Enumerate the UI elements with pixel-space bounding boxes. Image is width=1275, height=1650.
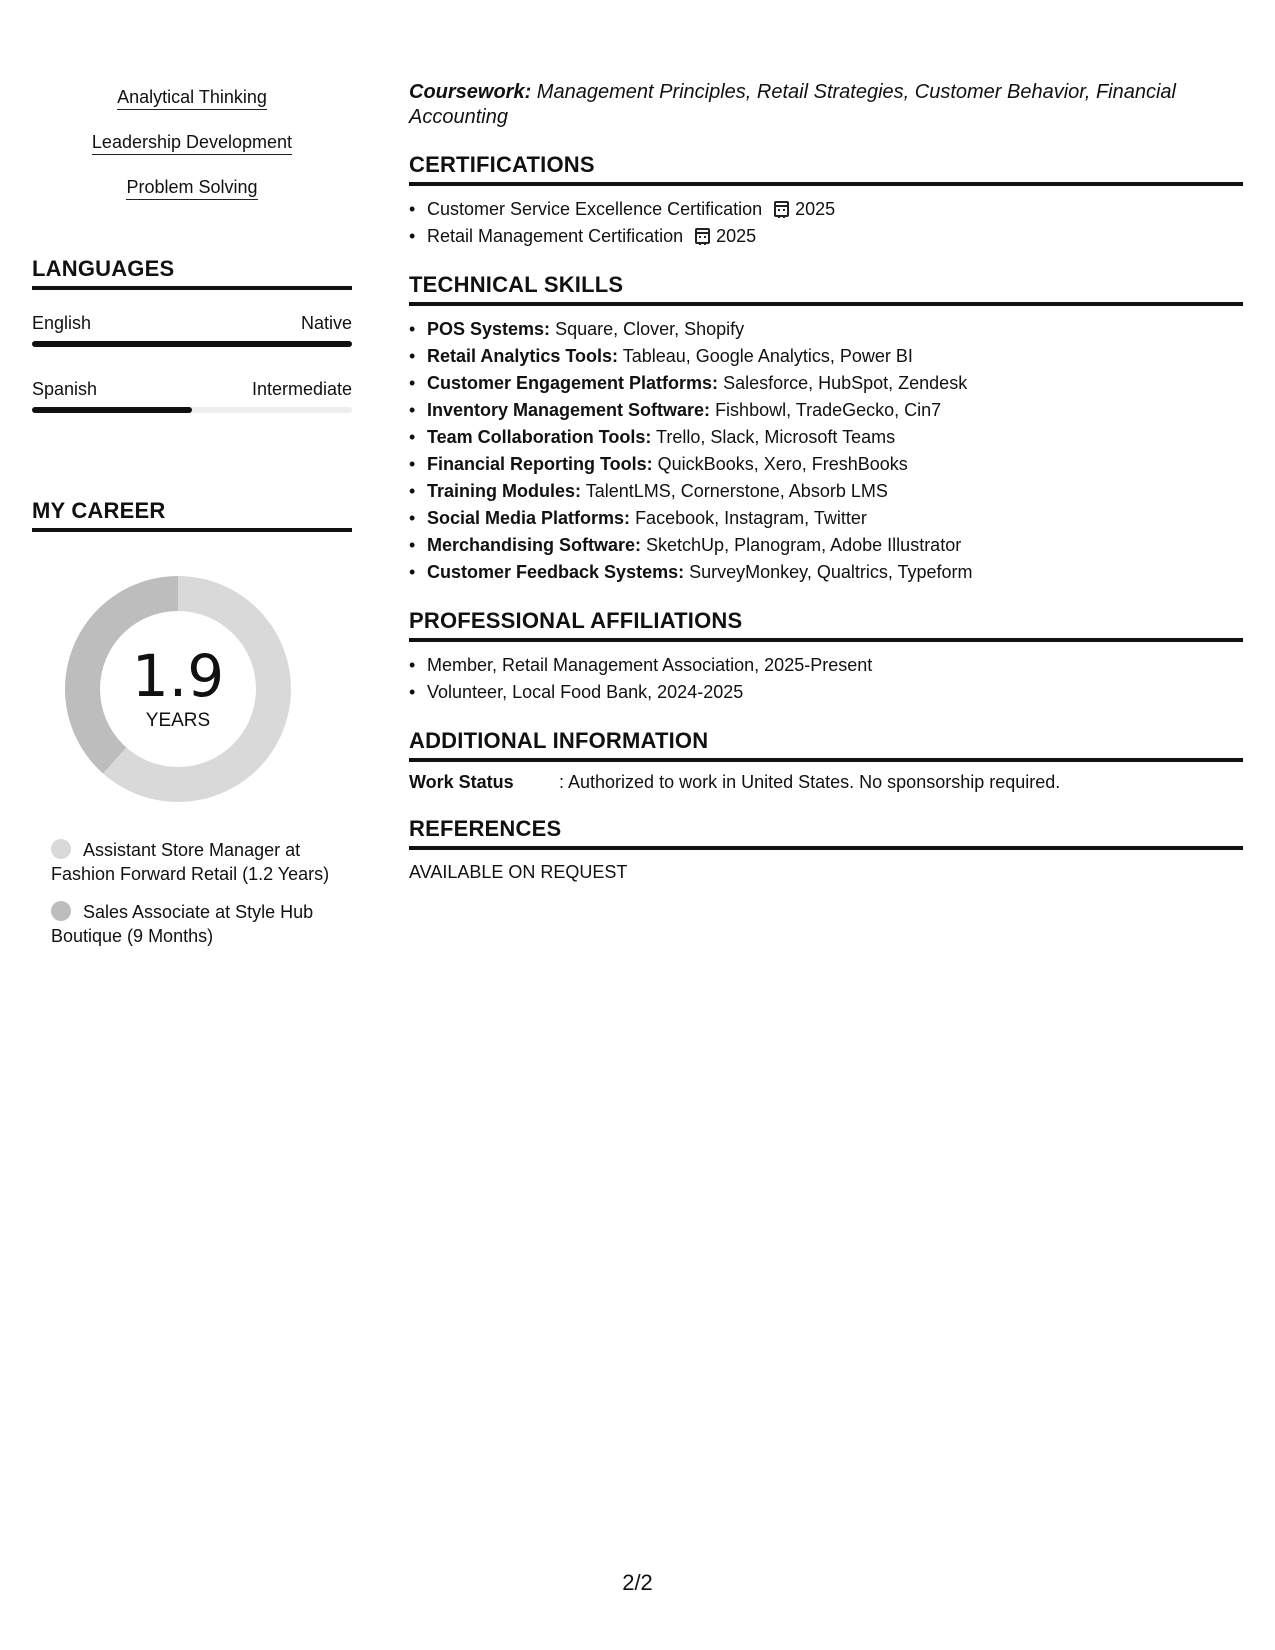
technical-skill-item [409, 532, 1243, 559]
languages-title: LANGUAGES [32, 256, 175, 281]
certification-name: Customer Service Excellence Certification [427, 199, 763, 219]
references-section [409, 816, 1243, 884]
technical-skill-item [409, 505, 1243, 532]
section-divider [409, 758, 1243, 762]
technical-skill-item [409, 478, 1243, 505]
donut-center [65, 576, 291, 802]
technical-skill-item [409, 451, 1243, 478]
skill-item [32, 131, 352, 176]
affiliations-section [409, 608, 1243, 706]
technical-skill-item [409, 424, 1243, 451]
certifications-title: CERTIFICATIONS [409, 152, 595, 177]
career-item-text: Sales Associate at Style Hub Boutique (9 Months) [51, 902, 314, 946]
skill-category: Inventory Management Software: [427, 400, 711, 420]
career-item [51, 838, 332, 886]
skill-tools: TalentLMS, Cornerstone, Absorb LMS [581, 481, 888, 501]
certification-item [409, 223, 1243, 250]
language-item [32, 378, 352, 413]
skill-tools: Tableau, Google Analytics, Power BI [618, 346, 913, 366]
career-legend-dot [51, 901, 71, 921]
language-name: English [32, 313, 92, 333]
skill-category: Financial Reporting Tools: [427, 454, 653, 474]
skill-tools: Fishbowl, TradeGecko, Cin7 [710, 400, 942, 420]
skill-category: Training Modules: [427, 481, 582, 501]
main-content [409, 80, 1243, 884]
skill-item [32, 176, 352, 221]
technical-skills-list [409, 316, 1243, 586]
references-title: REFERENCES [409, 816, 562, 841]
language-proficiency-fill [32, 407, 192, 413]
career-donut-chart [65, 576, 291, 802]
section-divider [32, 528, 352, 532]
references-text: AVAILABLE ON REQUEST [409, 862, 628, 882]
skill-item [32, 86, 352, 131]
technical-skills-section [409, 272, 1243, 586]
technical-skill-item [409, 343, 1243, 370]
affiliation-item: • Member, Retail Management Association, 2025-Present [409, 652, 1243, 679]
certifications-list [409, 196, 1243, 250]
additional-info-section [409, 728, 1243, 794]
section-divider [409, 302, 1243, 306]
skill-category: Team Collaboration Tools: [427, 427, 652, 447]
skill-label: Problem Solving [126, 176, 257, 200]
language-proficiency-fill [32, 341, 352, 347]
certifications-section [409, 152, 1243, 250]
skill-label: Leadership Development [92, 131, 292, 155]
skill-category: Customer Engagement Platforms: [427, 373, 719, 393]
skill-tools: Square, Clover, Shopify [550, 319, 745, 339]
skill-category: Customer Feedback Systems: [427, 562, 685, 582]
work-status-label: Work Status [409, 772, 514, 792]
career-section [32, 498, 352, 962]
section-divider [32, 286, 352, 290]
career-item-text: Assistant Store Manager at Fashion Forward Retail (1.2 Years) [51, 840, 330, 884]
language-proficiency-bar [32, 341, 352, 347]
affiliations-list [409, 652, 1243, 706]
coursework-label: Coursework: [409, 81, 532, 103]
sidebar [32, 86, 352, 946]
certification-year: 2025 [795, 199, 836, 219]
skill-category: POS Systems: [427, 319, 551, 339]
calendar-icon [774, 201, 789, 217]
language-name: Spanish [32, 379, 98, 399]
affiliations-title: PROFESSIONAL AFFILIATIONS [409, 608, 743, 633]
language-proficiency-bar [32, 407, 352, 413]
career-total-unit: YEARS [145, 710, 211, 731]
calendar-icon [695, 228, 710, 244]
skill-category: Merchandising Software: [427, 535, 642, 555]
career-list [32, 838, 332, 948]
technical-skills-title: TECHNICAL SKILLS [409, 272, 624, 297]
language-level: Intermediate [251, 379, 352, 399]
skill-tools: QuickBooks, Xero, FreshBooks [652, 454, 908, 474]
technical-skill-item [409, 316, 1243, 343]
skill-tools: Facebook, Instagram, Twitter [630, 508, 867, 528]
certification-year: 2025 [716, 226, 757, 246]
certification-name: Retail Management Certification [427, 226, 684, 246]
languages-section [32, 256, 352, 413]
coursework-text: Management Principles, Retail Strategies, Customer Behavior, Financial Accounting [409, 81, 1176, 128]
work-status-value: : Authorized to work in United States. No sponsorship required. [559, 772, 1061, 792]
coursework [409, 80, 1243, 130]
affiliation-item: • Volunteer, Local Food Bank, 2024-2025 [409, 679, 1243, 706]
technical-skill-item [409, 559, 1243, 586]
skill-tools: Trello, Slack, Microsoft Teams [651, 427, 896, 447]
skill-category: Retail Analytics Tools: [427, 346, 619, 366]
section-divider [409, 182, 1243, 186]
skill-tools: SketchUp, Planogram, Adobe Illustrator [641, 535, 962, 555]
technical-skill-item [409, 370, 1243, 397]
career-total-years: 1.9 [131, 642, 225, 710]
skill-tools: SurveyMonkey, Qualtrics, Typeform [684, 562, 973, 582]
career-title: MY CAREER [32, 498, 166, 523]
section-divider [409, 638, 1243, 642]
skill-label: Analytical Thinking [117, 86, 267, 110]
page-number: 2/2 [622, 1570, 653, 1595]
skill-tools: Salesforce, HubSpot, Zendesk [718, 373, 968, 393]
additional-info-title: ADDITIONAL INFORMATION [409, 728, 709, 753]
skills-list [32, 86, 352, 221]
work-status-row [409, 770, 1243, 794]
career-legend-dot [51, 839, 71, 859]
language-level: Native [300, 313, 352, 333]
skill-category: Social Media Platforms: [427, 508, 631, 528]
section-divider [409, 846, 1243, 850]
language-item [32, 312, 352, 347]
technical-skill-item [409, 397, 1243, 424]
certification-item [409, 196, 1243, 223]
career-item [51, 900, 332, 948]
